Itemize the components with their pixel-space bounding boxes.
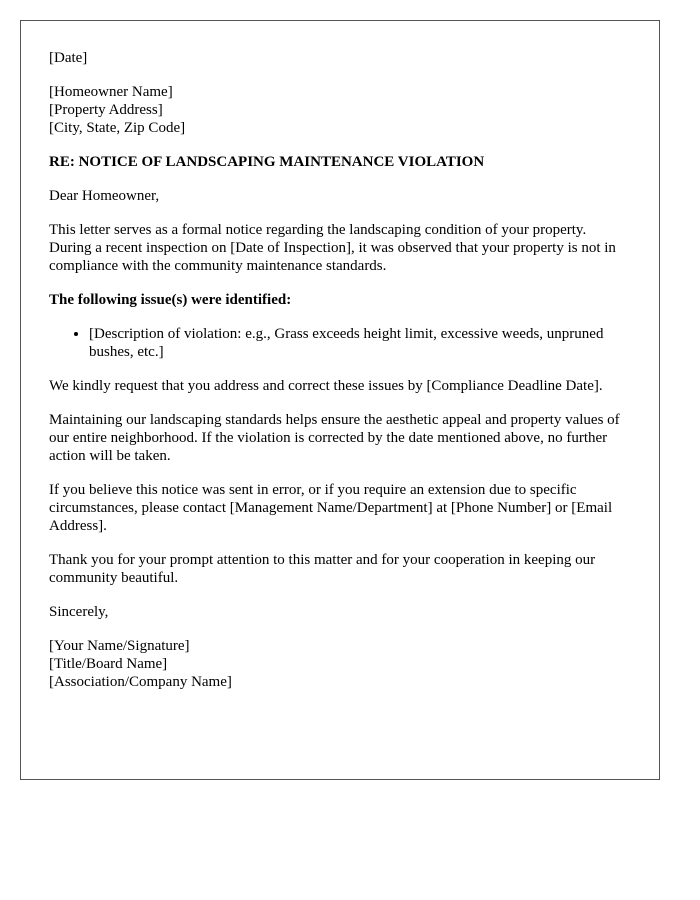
signature-name: [Your Name/Signature] [49,638,190,654]
intro-paragraph: This letter serves as a formal notice regarding the landscaping condition of your property. During a recent inspection on [Date of Inspection], it was observed that your property is not in compliance with the community maintenance standards. [49,222,616,274]
signature-organization: [Association/Company Name] [49,674,232,690]
letter-date: [Date] [49,50,88,66]
issues-heading: The following issue(s) were identified: [49,292,292,308]
signature-block [49,637,631,691]
signature-title: [Title/Board Name] [49,656,168,672]
thanks-paragraph: Thank you for your prompt attention to this matter and for your cooperation in keeping our community beautiful. [49,552,596,586]
issue-list [49,325,631,361]
request-paragraph: We kindly request that you address and correct these issues by [Compliance Deadline Date]. [49,378,603,394]
letter-subject: RE: NOTICE OF LANDSCAPING MAINTENANCE VIOLATION [49,154,485,170]
recipient-city-state-zip: [City, State, Zip Code] [49,120,186,136]
letter-page [20,20,660,780]
closing: Sincerely, [49,604,109,620]
standards-paragraph: Maintaining our landscaping standards helps ensure the aesthetic appeal and property values of our entire neighborhood. If the violation is corrected by the date mentioned above, no further action will be taken. [49,412,620,464]
recipient-block [49,83,631,137]
issue-item: • [Description of violation: e.g., Grass exceeds height limit, excessive weeds, unpruned bushes, etc.] [89,325,631,361]
contact-paragraph: If you believe this notice was sent in error, or if you require an extension due to specific circumstances, please contact [Management Name/Department] at [Phone Number] or [Email Address]. [49,482,613,534]
recipient-address: [Property Address] [49,102,163,118]
salutation: Dear Homeowner, [49,188,160,204]
recipient-name: [Homeowner Name] [49,84,173,100]
